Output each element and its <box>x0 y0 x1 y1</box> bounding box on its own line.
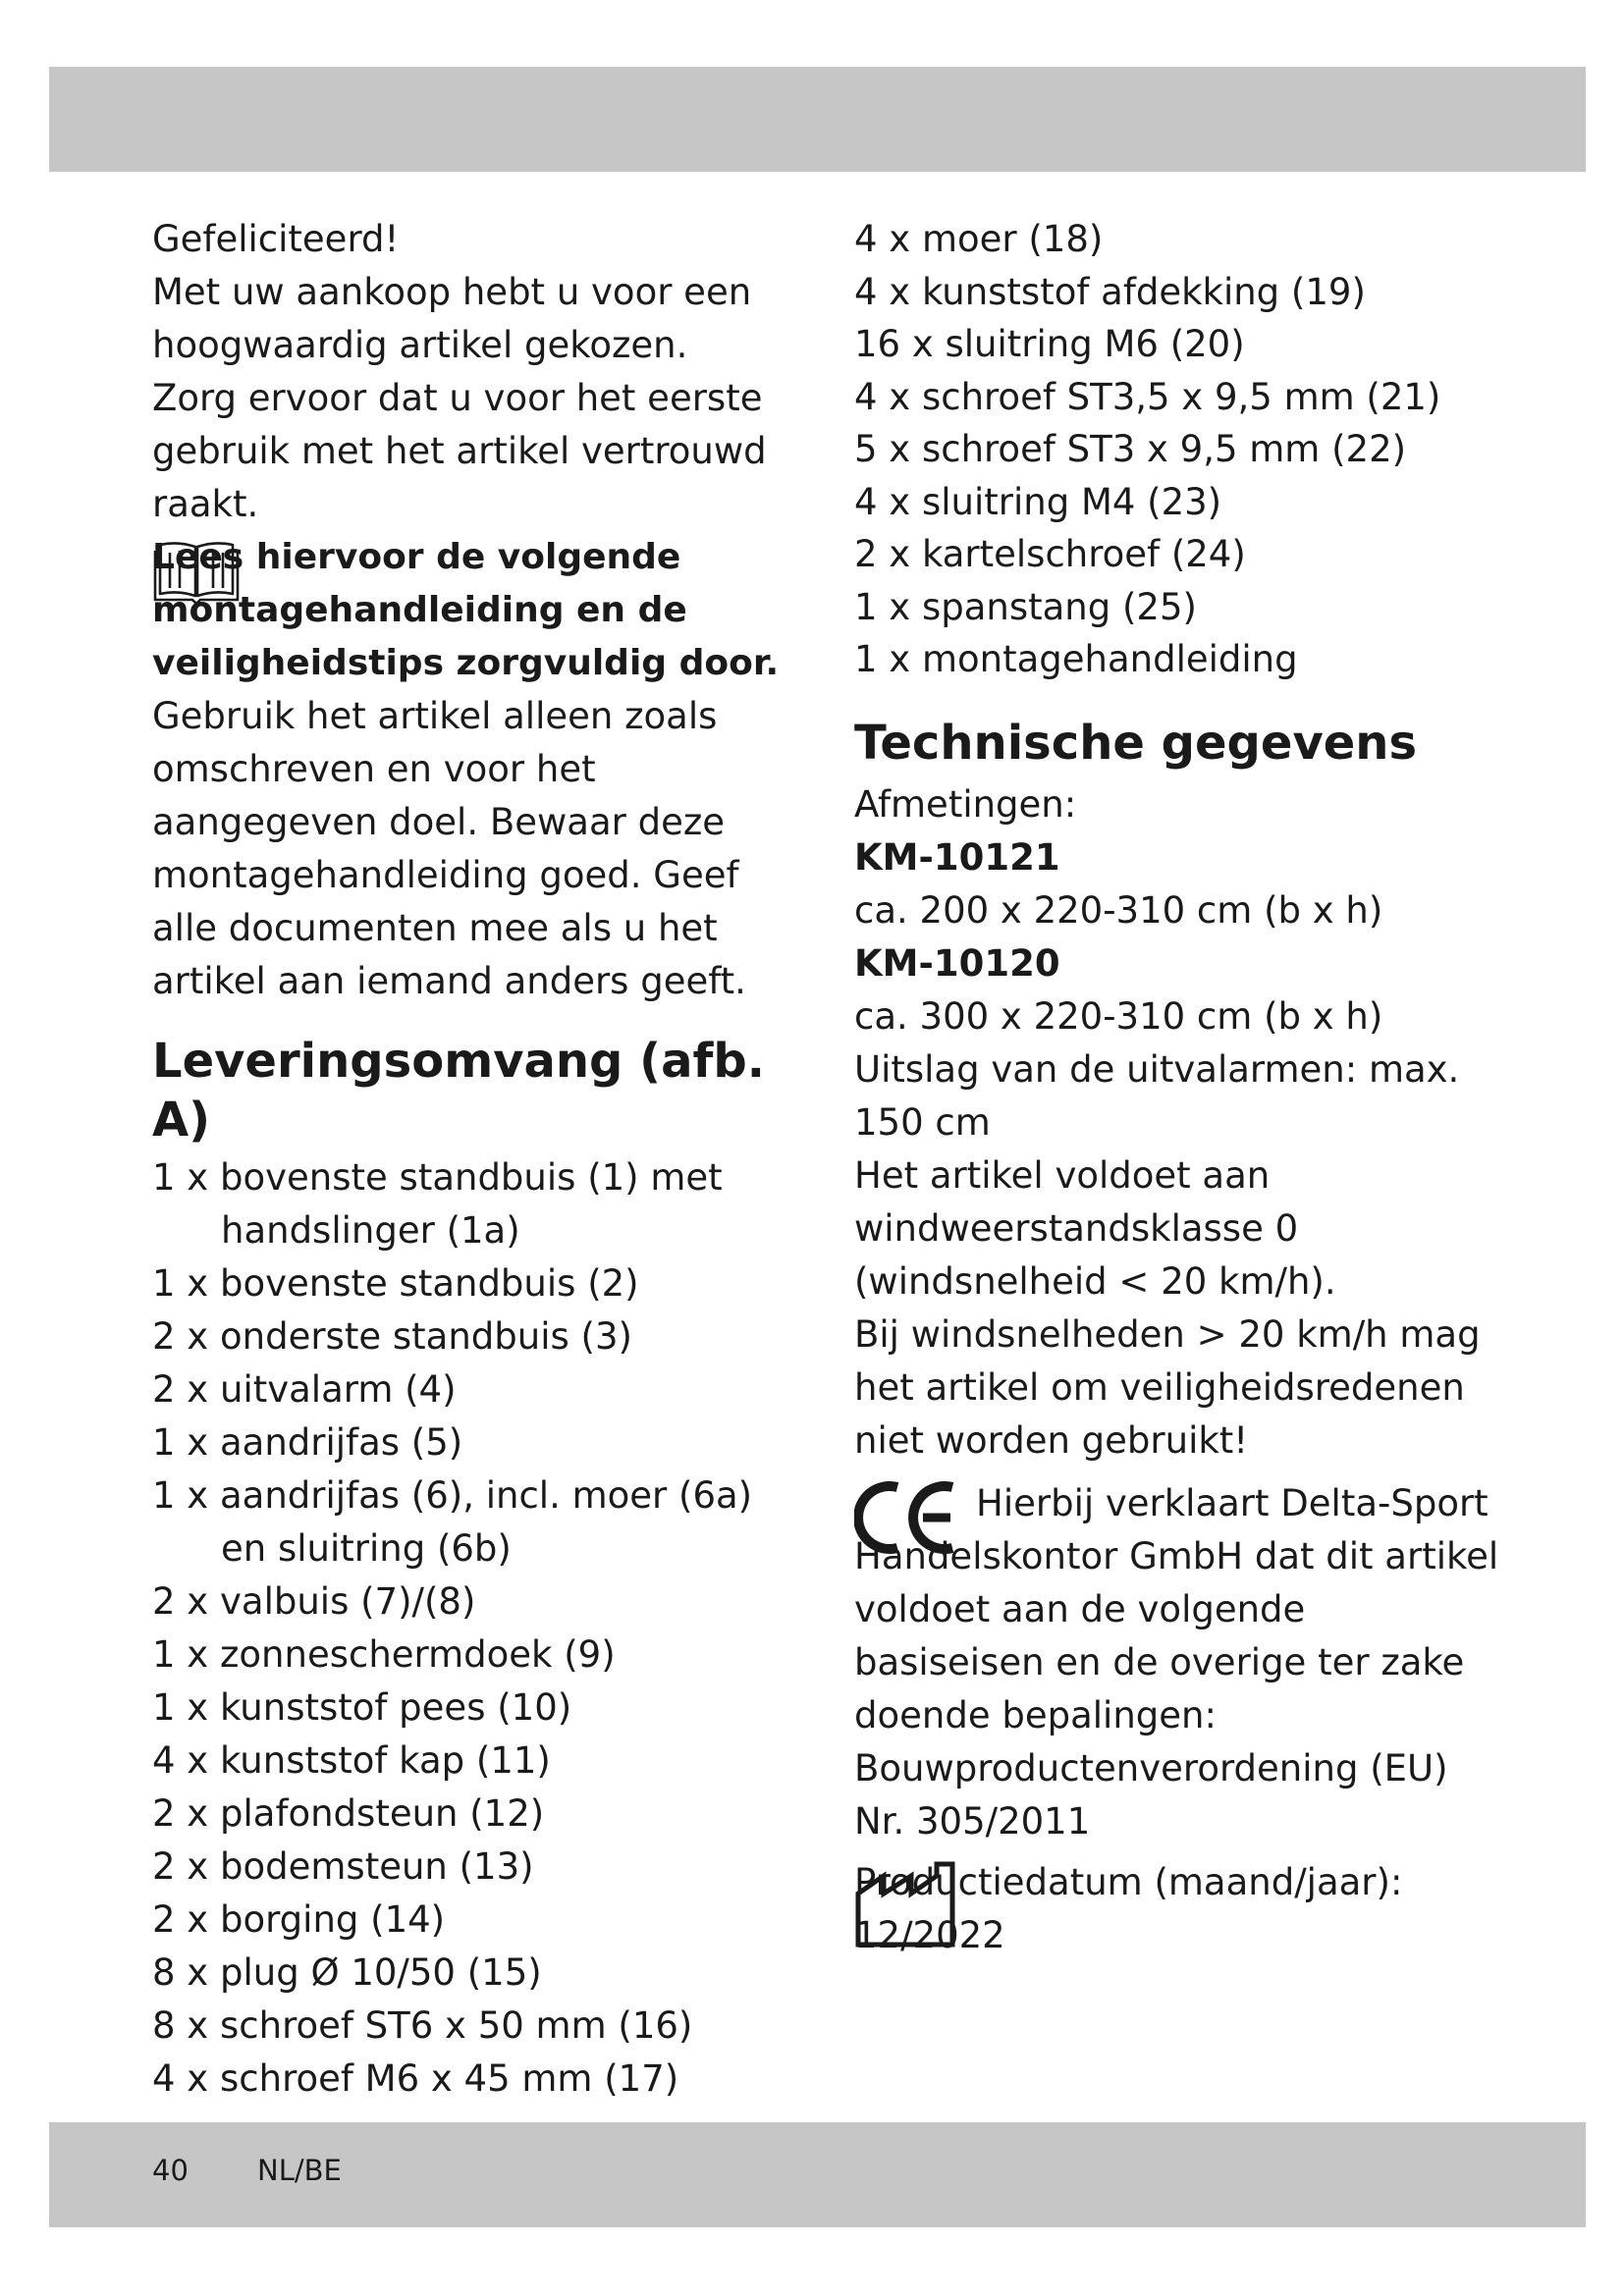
list-item: 2 x plafondsteun (12) <box>152 1792 545 1835</box>
production-date-text: Productiedatum (maand/jaar): 12/2022 <box>854 1860 1403 1956</box>
header-band <box>49 67 1586 172</box>
left-column <box>152 213 781 2106</box>
usage-text: Gebruik het artikel alleen zoals omschreven en voor het aangegeven doel. Bewaar deze montagehandleiding goed. Geef alle documenten mee als u het artikel aan iemand anders geeft. <box>152 695 746 1002</box>
list-item: 4 x moer (18) <box>854 218 1104 260</box>
list-item: 1 x montagehandleiding <box>854 638 1298 680</box>
delivery-list <box>152 1151 781 2106</box>
model-name: KM-10121 <box>854 835 1060 879</box>
model-name: KM-10120 <box>854 941 1060 985</box>
list-item: 4 x schroef ST3,5 x 9,5 mm (21) <box>854 375 1441 418</box>
list-item: 1 x aandrijfas (6), incl. moer (6a) en sluitring (6b) <box>152 1474 753 1570</box>
list-item: 1 x bovenste standbuis (2) <box>152 1262 639 1305</box>
technical-heading: Technische gegevens <box>854 715 1418 771</box>
note-text: Lees hiervoor de volgende montagehandleiding en de veiligheidstips zorgvuldig door. <box>152 537 780 683</box>
ce-declaration <box>854 1477 1502 1848</box>
model-size: ca. 200 x 220-310 cm (b x h) <box>854 888 1383 932</box>
right-column <box>854 213 1502 1962</box>
wind-warning-text: Bij windsnelheden > 20 km/h mag het artikel om veiligheidsredenen niet worden gebruikt! <box>854 1312 1481 1462</box>
language-code: NL/BE <box>257 2154 342 2187</box>
list-item: 4 x schroef M6 x 45 mm (17) <box>152 2057 679 2100</box>
delivery-heading: Leveringsomvang (afb. A) <box>152 1034 765 1148</box>
list-item: 8 x schroef ST6 x 50 mm (16) <box>152 2004 693 2047</box>
list-item: 2 x bodemsteun (13) <box>152 1845 534 1888</box>
list-item: 2 x onderste standbuis (3) <box>152 1315 632 1358</box>
page-number: 40 <box>152 2154 189 2187</box>
factory-icon <box>854 1860 956 1949</box>
ce-text: Hierbij verklaart Delta-Sport Handelskontor GmbH dat dit artikel voldoet aan de volgende basiseisen en de overige ter zake doende bepalingen: Bouwproductenverordening (EU) Nr. 305/2011 <box>854 1481 1499 1842</box>
list-item: 4 x kunststof afdekking (19) <box>854 270 1366 313</box>
list-item: 4 x kunststof kap (11) <box>152 1739 551 1782</box>
list-item: 2 x valbuis (7)/(8) <box>152 1580 476 1623</box>
production-date <box>854 1856 1502 1962</box>
wind-class-text: Het artikel voldoet aan windweerstandsklasse 0 (windsnelheid < 20 km/h). <box>854 1153 1336 1303</box>
read-instructions-note <box>152 531 781 690</box>
list-item: 1 x kunststof pees (10) <box>152 1686 572 1729</box>
ce-mark-icon <box>854 1481 960 1554</box>
list-item: 1 x aandrijfas (5) <box>152 1421 463 1464</box>
extension-text: Uitslag van de uitvalarmen: max. 150 cm <box>854 1047 1460 1144</box>
book-icon <box>152 539 241 606</box>
list-item: 8 x plug Ø 10/50 (15) <box>152 1951 542 1994</box>
delivery-list-continued <box>854 213 1502 686</box>
greeting: Gefeliciteerd! <box>152 218 400 260</box>
list-item: 1 x bovenste standbuis (1) met handslinger (1a) <box>152 1156 723 1252</box>
list-item: 2 x uitvalarm (4) <box>152 1368 457 1411</box>
intro-text: Met uw aankoop hebt u voor een hoogwaardig artikel gekozen. Zorg ervoor dat u voor het eerste gebruik met het artikel vertrouwd raakt. <box>152 271 767 525</box>
list-item: 2 x kartelschroef (24) <box>854 533 1246 575</box>
list-item: 16 x sluitring M6 (20) <box>854 323 1245 365</box>
model-size: ca. 300 x 220-310 cm (b x h) <box>854 994 1383 1038</box>
list-item: 5 x schroef ST3 x 9,5 mm (22) <box>854 428 1407 470</box>
list-item: 1 x zonneschermdoek (9) <box>152 1633 616 1676</box>
list-item: 1 x spanstang (25) <box>854 585 1197 628</box>
list-item: 2 x borging (14) <box>152 1898 446 1941</box>
dimensions-label: Afmetingen: <box>854 782 1077 826</box>
list-item: 4 x sluitring M4 (23) <box>854 480 1222 523</box>
